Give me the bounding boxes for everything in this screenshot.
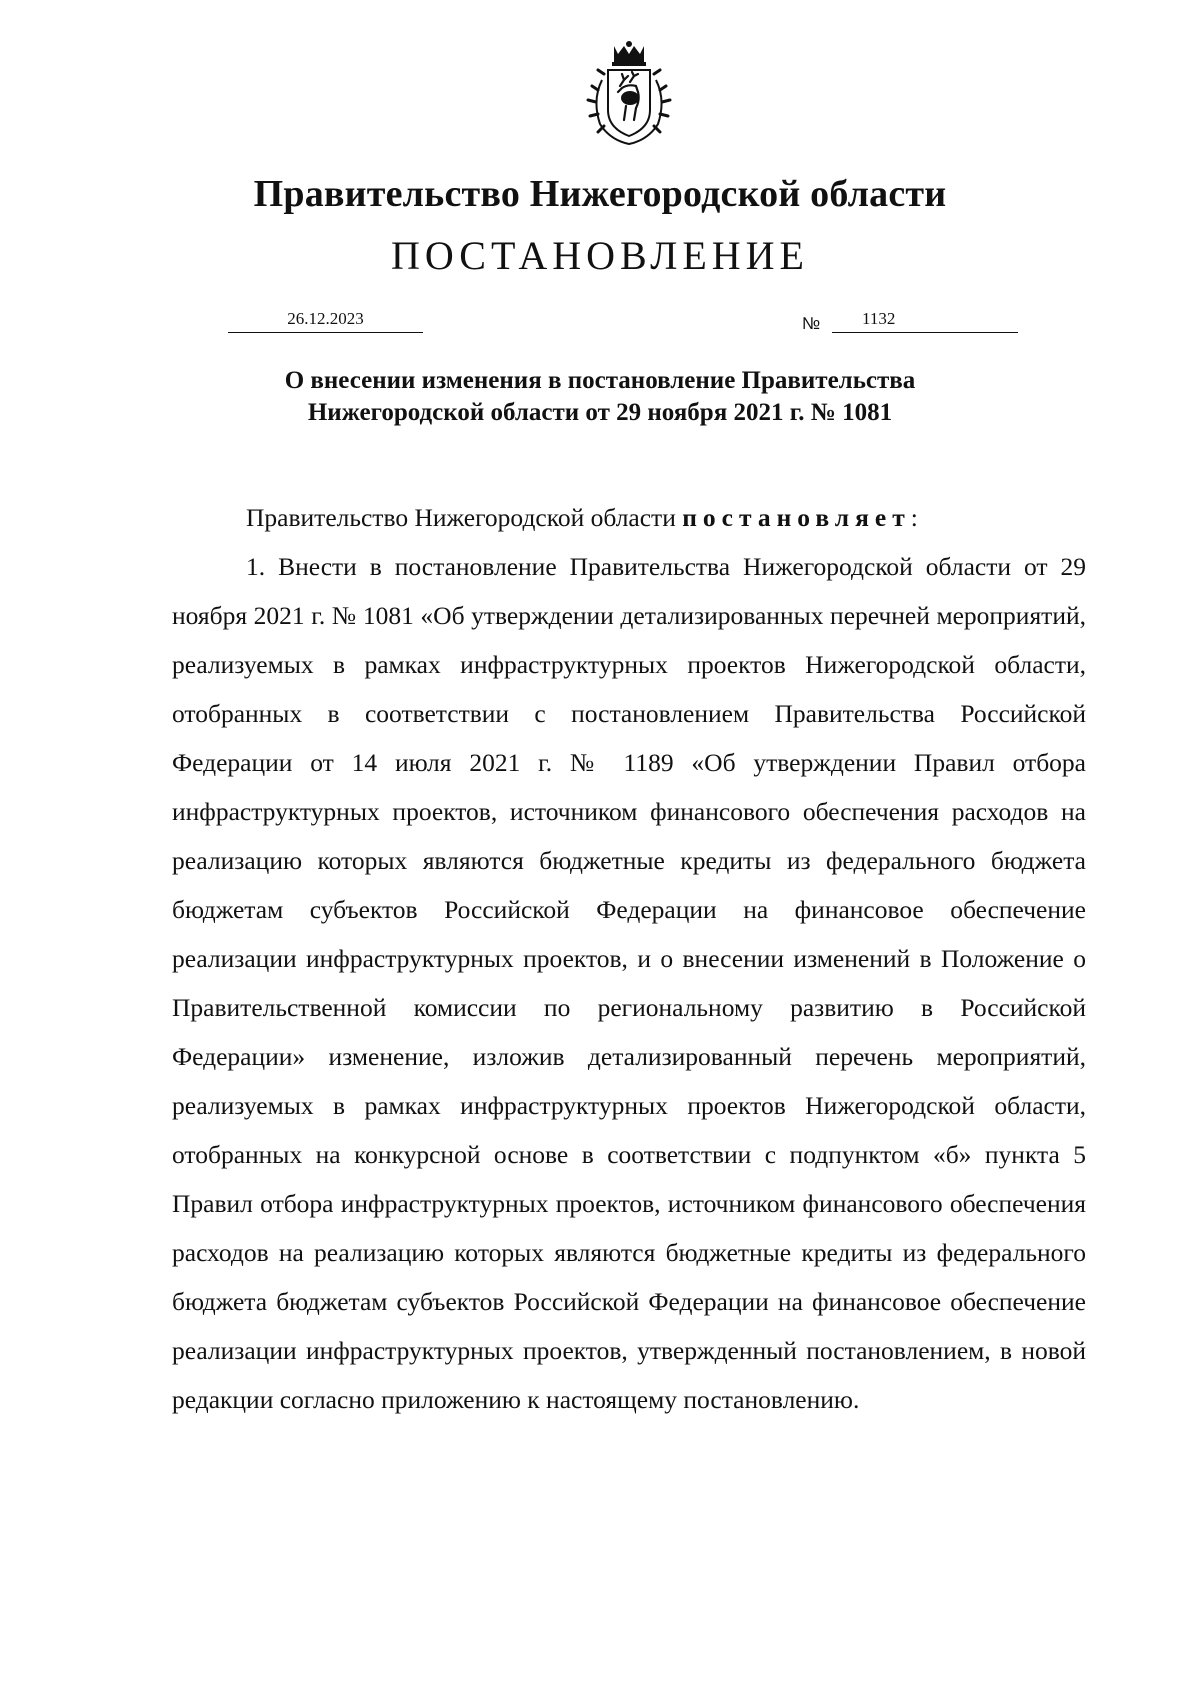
document-type-heading: ПОСТАНОВЛЕНИЕ — [391, 233, 809, 278]
preamble-text: Правительство Нижегородской области — [246, 503, 683, 532]
nizhny-novgorod-coat-of-arms-icon — [574, 40, 684, 150]
subject-line-1: О внесении изменения в постановление Правительства — [284, 367, 916, 394]
document-body — [172, 493, 1086, 1424]
government-name-heading: Правительство Нижегородской области — [253, 173, 947, 215]
preamble-colon: : — [910, 503, 918, 532]
document-number-field — [832, 308, 1018, 333]
document-number: 1132 — [862, 309, 896, 328]
document-subject — [0, 365, 1200, 429]
preamble-paragraph — [172, 493, 1086, 542]
number-sign: № — [802, 314, 821, 333]
preamble-emphasis: постановляет — [682, 503, 911, 532]
document-date: 26.12.2023 — [228, 308, 423, 333]
paragraph-1: 1. Внести в постановление Правительства Нижегородской области от 29 ноября 2021 г. № 1081 «Об утверждении детализированных перечней мероприятий, реализуемых в рамках инфраструктурных проектов Нижегородской области, отобранных в соответствии с постановлением Правительства Российской Федерации от 14 июля 2021 г. № 1189 «Об утверждении Правил отбора инфраструктурных проектов, источником финансового обеспечения расходов на реализацию которых являются бюджетные кредиты из федерального бюджета бюджетам субъектов Российской Федерации на финансовое обеспечение реализации инфраструктурных проектов, и о внесении изменений в Положение о Правительственной комиссии по региональному развитию в Российской Федерации» изменение, изложив детализированный перечень мероприятий, реализуемых в рамках инфраструктурных проектов Нижегородской области, отобранных на конкурсной основе в соответствии с подпунктом «б» пункта 5 Правил отбора инфраструктурных проектов, источником финансового обеспечения расходов на реализацию которых являются бюджетные кредиты из федерального бюджета бюджетам субъектов Российской Федерации на финансовое обеспечение реализации инфраструктурных проектов, утвержденный постановлением, в новой редакции согласно приложению к настоящему постановлению. — [172, 552, 1086, 1414]
subject-line-2: Нижегородской области от 29 ноября 2021 г. № 1081 — [307, 399, 893, 426]
